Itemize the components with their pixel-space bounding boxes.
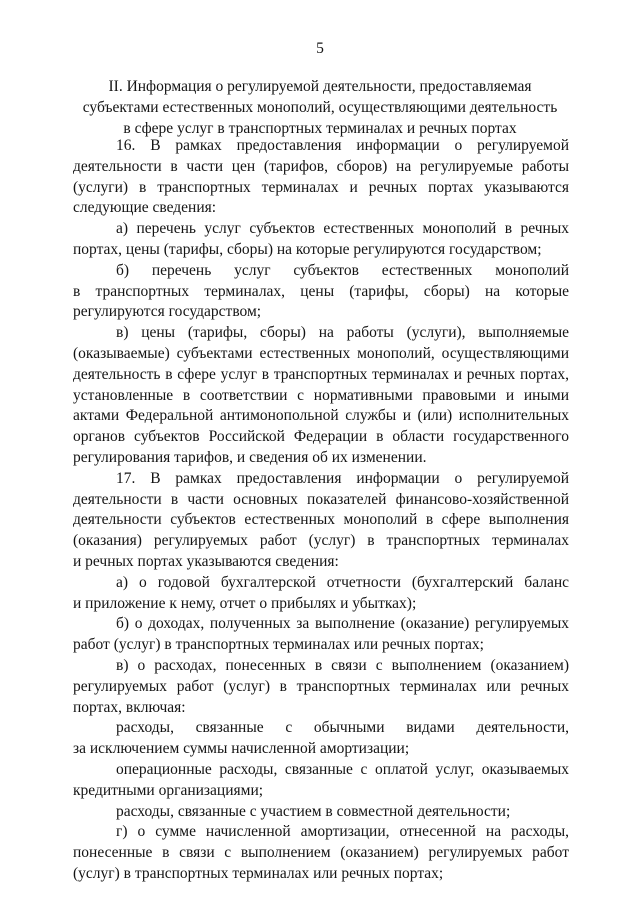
paragraph-line: следующие сведения:	[73, 199, 217, 217]
document-body	[73, 136, 569, 885]
paragraph	[73, 718, 569, 760]
paragraph	[73, 614, 569, 656]
paragraph-line: за исключением суммы начисленной амортизации;	[73, 740, 410, 758]
paragraph-line: кредитными организациями;	[73, 781, 264, 799]
paragraph	[73, 469, 569, 573]
paragraph	[73, 261, 569, 323]
paragraph-line: деятельность в сфере услуг в транспортных терминалах и речных портах,	[73, 365, 569, 383]
section-title	[70, 76, 570, 139]
paragraph-line: в) о расходах, понесенных в связи с выполнением (оказанием)	[116, 656, 569, 674]
paragraph-line: (услуг) в транспортных терминалах или речных портах;	[73, 864, 444, 882]
paragraph	[73, 760, 569, 802]
section-title-line: субъектами естественных монополий, осуществляющими деятельность	[82, 99, 558, 116]
paragraph-line: понесенные в связи с выполнением (оказанием) регулируемых работ	[73, 844, 569, 862]
paragraph-line: регулируемых работ (услуг) в транспортных терминалах или речных	[73, 677, 569, 695]
paragraph-line: расходы, связанные с участием в совместной деятельности;	[116, 802, 511, 820]
paragraph-line: расходы, связанные с обычными видами деятельности,	[116, 719, 569, 737]
paragraph-line: деятельности в части основных показателей финансово-хозяйственной	[73, 490, 569, 508]
paragraph	[73, 219, 569, 261]
paragraph-line: а) о годовой бухгалтерской отчетности (бухгалтерский баланс	[116, 573, 569, 591]
paragraph	[73, 822, 569, 884]
paragraph	[73, 323, 569, 469]
paragraph-line: в транспортных терминалах, цены (тарифы, сборы) на которые	[73, 282, 569, 300]
paragraph-line: деятельности субъектов естественных монополий в сфере выполнения	[73, 511, 569, 529]
page-number: 5	[316, 40, 324, 57]
paragraph	[73, 802, 569, 823]
paragraph	[73, 656, 569, 718]
paragraph-line: (оказываемые) субъектами естественных монополий, осуществляющими	[73, 344, 569, 362]
paragraph-line: органов субъектов Российской Федерации в области государственного	[73, 428, 569, 446]
paragraph-line: регулирования тарифов, и сведения об их изменении.	[73, 448, 427, 466]
paragraph-line: а) перечень услуг субъектов естественных монополий в речных	[116, 220, 569, 238]
paragraph-line: установленные в соответствии с нормативными правовыми и иными	[73, 386, 569, 404]
paragraph-line: 17. В рамках предоставления информации о регулируемой	[116, 469, 569, 487]
paragraph-line: б) перечень услуг субъектов естественных монополий	[116, 261, 569, 279]
paragraph-line: г) о сумме начисленной амортизации, отнесенной на расходы,	[116, 823, 569, 841]
paragraph-line: и приложение к нему, отчет о прибылях и убытках);	[73, 594, 417, 612]
paragraph-line: б) о доходах, полученных за выполнение (оказание) регулируемых	[116, 615, 569, 633]
paragraph-line: 16. В рамках предоставления информации о регулируемой	[116, 137, 569, 154]
paragraph-line: операционные расходы, связанные с оплатой услуг, оказываемых	[116, 760, 569, 778]
paragraph	[73, 573, 569, 615]
paragraph-line: (услуги) в транспортных терминалах и речных портах указываются	[73, 178, 569, 196]
section-title-line: II. Информация о регулируемой деятельности, предоставляемая	[108, 78, 532, 95]
paragraph-line: деятельности в части цен (тарифов, сборов) на регулируемые работы	[73, 157, 569, 175]
section-title-line: в сфере услуг в транспортных терминалах и речных портах	[123, 120, 517, 137]
paragraph-line: и речных портах указываются сведения:	[73, 552, 339, 570]
paragraph-line: портах, включая:	[73, 698, 186, 716]
paragraph-line: портах, цены (тарифы, сборы) на которые регулируются государством;	[73, 240, 542, 258]
paragraph-line: актами Федеральной антимонопольной службы и (или) исполнительных	[73, 407, 569, 425]
paragraph-line: в) цены (тарифы, сборы) на работы (услуги), выполняемые	[116, 324, 569, 342]
paragraph-line: регулируются государством;	[73, 303, 262, 321]
paragraph	[73, 136, 569, 219]
paragraph-line: (оказания) регулируемых работ (услуг) в транспортных терминалах	[73, 532, 569, 550]
paragraph-line: работ (услуг) в транспортных терминалах или речных портах;	[73, 636, 484, 654]
